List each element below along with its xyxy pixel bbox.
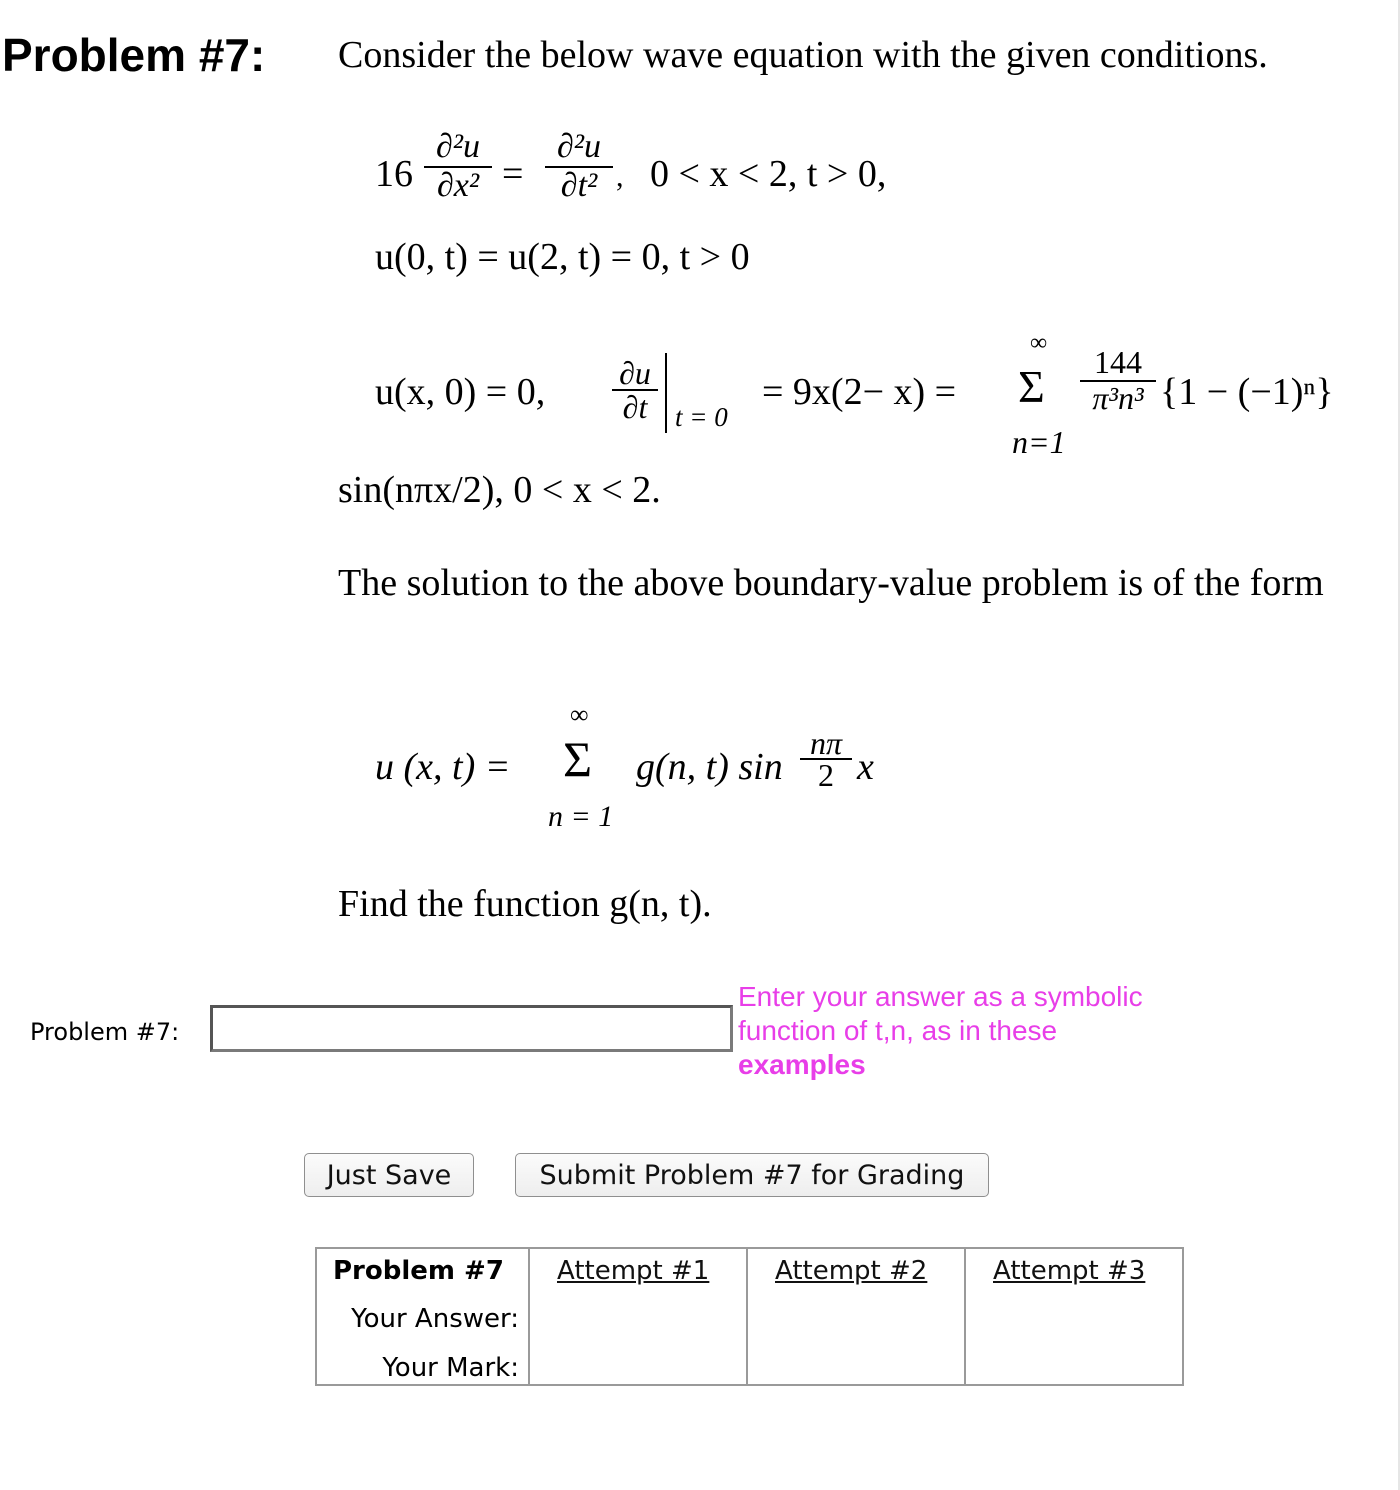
evaluation-bar — [665, 353, 667, 433]
attempts-table — [315, 1247, 1184, 1386]
your-answer-label: Your Answer: — [351, 1304, 519, 1334]
series-lhs: u (x, t) = — [375, 746, 511, 788]
pde-lhs-numerator: ∂²u — [436, 128, 480, 165]
attempt-2-link[interactable]: Attempt #2 — [775, 1256, 928, 1286]
pde-comma: , — [616, 160, 624, 193]
pde-rhs-denominator: ∂t² — [545, 166, 613, 204]
problem-heading: Problem #7: — [2, 29, 266, 81]
attempt-1-link[interactable]: Attempt #1 — [557, 1256, 710, 1286]
series-fraction-numerator: nπ — [809, 725, 843, 761]
sine-term: sin(nπx/2), 0 < x < 2. — [338, 469, 661, 511]
pde-rhs-numerator: ∂²u — [557, 128, 601, 165]
pde-domain: 0 < x < 2, t > 0, — [650, 153, 887, 195]
braces-term: {1 − (−1)ⁿ} — [1160, 371, 1334, 413]
pde-rhs-fraction — [545, 128, 613, 204]
answer-hint — [738, 980, 1143, 1082]
series-fraction-denominator: 2 — [800, 758, 852, 790]
pde-lhs-fraction — [424, 128, 492, 204]
pde-lhs-denominator: ∂x² — [424, 166, 492, 204]
series-term: g(n, t) sin — [636, 746, 783, 788]
attempts-table-heading: Problem #7 — [333, 1256, 504, 1286]
series-sigma: Σ — [563, 731, 593, 787]
attempts-row-labels — [316, 1248, 529, 1385]
evaluation-point: t = 0 — [675, 402, 728, 432]
sum-lower-limit: n=1 — [1012, 424, 1066, 460]
answer-hint-line1: Enter your answer as a symbolic — [738, 981, 1143, 1012]
answer-hint-line2: function of t,n, as in these — [738, 1015, 1058, 1046]
coefficient-denominator: π³n³ — [1080, 380, 1156, 414]
attempt-1-column — [529, 1248, 747, 1385]
initial-velocity-rhs: = 9x(2− x) = — [762, 371, 957, 413]
sum-upper-limit: ∞ — [1030, 330, 1048, 356]
series-fraction — [800, 725, 852, 793]
pde-equals: = — [502, 153, 524, 195]
attempt-3-column — [965, 1248, 1183, 1385]
series-lower-limit: n = 1 — [548, 800, 614, 833]
initial-displacement: u(x, 0) = 0, — [375, 371, 546, 413]
initial-velocity-fraction — [612, 357, 658, 423]
just-save-button[interactable]: Just Save — [304, 1153, 474, 1197]
task-text: Find the function g(n, t). — [338, 883, 712, 925]
examples-link[interactable]: examples — [738, 1049, 866, 1080]
answer-input[interactable] — [210, 1005, 733, 1052]
submit-for-grading-button[interactable]: Submit Problem #7 for Grading — [515, 1153, 989, 1197]
answer-label: Problem #7: — [30, 1018, 180, 1046]
du-numerator: ∂u — [619, 355, 651, 391]
series-upper-limit: ∞ — [570, 700, 589, 729]
attempt-3-link[interactable]: Attempt #3 — [993, 1256, 1146, 1286]
attempt-2-column — [747, 1248, 965, 1385]
your-mark-label: Your Mark: — [382, 1353, 519, 1383]
pde-coefficient: 16 — [375, 153, 413, 195]
dt-denominator: ∂t — [612, 389, 658, 423]
boundary-conditions: u(0, t) = u(2, t) = 0, t > 0 — [375, 236, 750, 278]
problem-intro: Consider the below wave equation with the given conditions. — [338, 34, 1268, 76]
series-x: x — [857, 746, 874, 788]
sum-sigma: Σ — [1018, 361, 1045, 412]
coefficient-numerator: 144 — [1094, 344, 1142, 380]
solution-text: The solution to the above boundary-value problem is of the form — [338, 562, 1324, 604]
coefficient-fraction — [1080, 344, 1156, 414]
